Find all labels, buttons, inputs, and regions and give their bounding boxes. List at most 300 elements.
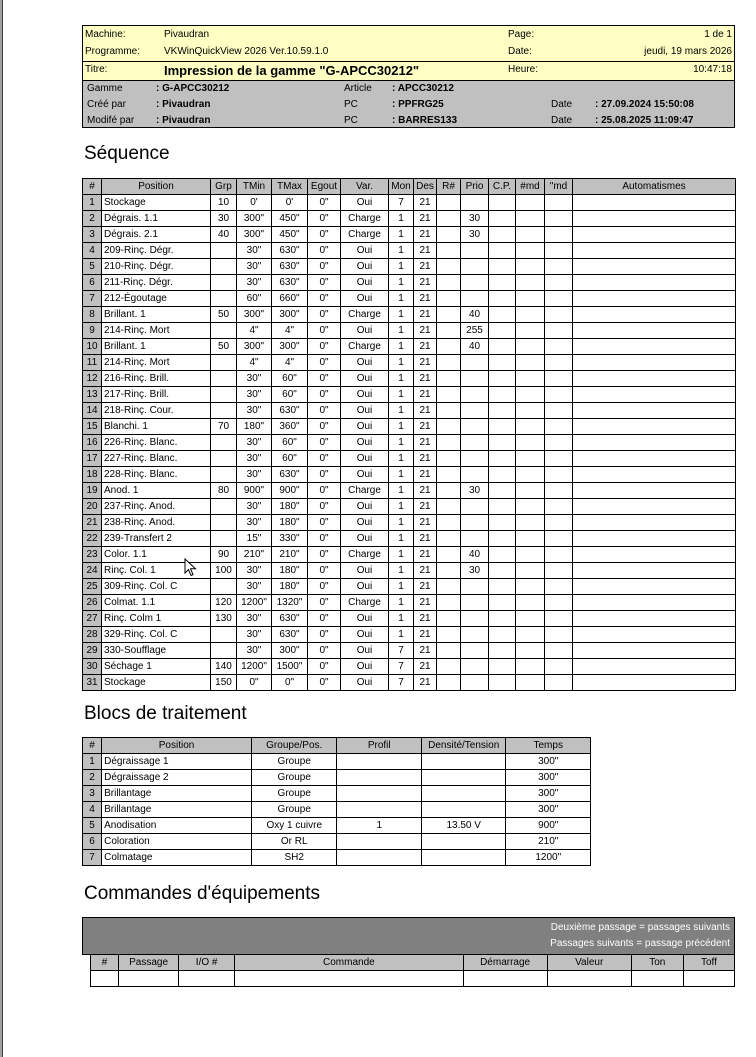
- table-cell: [337, 802, 421, 818]
- table-row: [83, 467, 736, 483]
- table-cell: [437, 227, 461, 243]
- table-cell: 30": [237, 259, 272, 275]
- table-cell: [461, 531, 489, 547]
- table-cell: [489, 499, 516, 515]
- table-cell: 0": [308, 259, 341, 275]
- table-cell: Oui: [341, 355, 389, 371]
- table-cell: [489, 419, 516, 435]
- sequence-heading: Séquence: [84, 143, 170, 164]
- table-cell: [573, 435, 736, 451]
- table-cell: Color. 1.1: [102, 547, 211, 563]
- table-cell: 21: [414, 643, 437, 659]
- table-cell: 21: [414, 387, 437, 403]
- table-row: [83, 227, 736, 243]
- table-cell: 0": [308, 483, 341, 499]
- table-cell: [437, 451, 461, 467]
- table-cell: [461, 355, 489, 371]
- table-cell: Oui: [341, 563, 389, 579]
- table-cell: 21: [414, 211, 437, 227]
- table-cell: 300": [237, 307, 272, 323]
- table-cell: Brillantage: [102, 786, 252, 802]
- table-cell: 237-Rinç. Anod.: [102, 499, 211, 515]
- pc2-label: PC: [344, 115, 358, 126]
- table-cell: [489, 483, 516, 499]
- table-cell: 21: [414, 627, 437, 643]
- table-cell: [461, 291, 489, 307]
- titre-label: Titre:: [85, 64, 108, 75]
- table-cell: [337, 834, 421, 850]
- table-cell: 21: [414, 371, 437, 387]
- table-cell: [489, 403, 516, 419]
- table-cell: [516, 675, 545, 691]
- sequence-col-tmax: TMax: [272, 179, 308, 195]
- table-cell: 1: [337, 818, 421, 834]
- table-cell: [437, 307, 461, 323]
- heure-label: Heure:: [508, 64, 539, 75]
- table-cell: [461, 659, 489, 675]
- table-cell: 50: [211, 339, 237, 355]
- table-cell: 30": [237, 515, 272, 531]
- table-cell: 1500": [272, 659, 308, 675]
- table-cell: [337, 850, 421, 866]
- table-cell: 0": [272, 675, 308, 691]
- table-cell: [573, 451, 736, 467]
- table-cell: [516, 307, 545, 323]
- blocs-col-profil: Profil: [337, 738, 421, 754]
- table-cell: [437, 627, 461, 643]
- table-cell: 60": [272, 451, 308, 467]
- sequence-col-md: #md: [516, 179, 545, 195]
- table-cell: 1320": [272, 595, 308, 611]
- table-cell: 630": [272, 259, 308, 275]
- modifie-value: : Pivaudran: [156, 115, 211, 126]
- table-cell: [421, 786, 505, 802]
- table-row: [83, 419, 736, 435]
- cree-value: : Pivaudran: [156, 99, 211, 110]
- table-cell: Charge: [341, 211, 389, 227]
- row-number: 6: [83, 834, 102, 850]
- table-cell: [211, 291, 237, 307]
- table-cell: [461, 515, 489, 531]
- table-cell: [545, 643, 573, 659]
- table-cell: [545, 563, 573, 579]
- modifie-label: Modifé par: [87, 115, 135, 126]
- sequence-col-egout: Egout: [308, 179, 341, 195]
- table-cell: [545, 515, 573, 531]
- table-row: [83, 403, 736, 419]
- commandes-col-ton: Ton: [631, 955, 683, 971]
- table-cell: 214-Rinç. Mort: [102, 355, 211, 371]
- table-row: [83, 355, 736, 371]
- table-cell: 1: [389, 403, 414, 419]
- table-cell: 329-Rinç. Col. C: [102, 627, 211, 643]
- table-cell: [573, 563, 736, 579]
- commandes-note-1: Deuxième passage = passages suivants: [550, 922, 730, 933]
- table-cell: 7: [389, 643, 414, 659]
- table-cell: [516, 483, 545, 499]
- table-cell: [461, 627, 489, 643]
- table-cell: 30: [211, 211, 237, 227]
- table-cell: [573, 227, 736, 243]
- table-cell: 21: [414, 419, 437, 435]
- row-number: 20: [83, 499, 102, 515]
- commandes-col-i-o: I/O #: [179, 955, 235, 971]
- table-cell: Anodisation: [102, 818, 252, 834]
- table-cell: 330-Soufflage: [102, 643, 211, 659]
- table-cell: 30": [237, 451, 272, 467]
- table-cell: [545, 627, 573, 643]
- table-cell: [516, 435, 545, 451]
- table-cell: [421, 850, 505, 866]
- table-cell: 1: [389, 595, 414, 611]
- commandes-heading: Commandes d'équipements: [84, 883, 320, 904]
- table-cell: Dégrais. 1.1: [102, 211, 211, 227]
- table-cell: [516, 243, 545, 259]
- table-cell: [545, 675, 573, 691]
- row-number: 22: [83, 531, 102, 547]
- table-cell: [545, 307, 573, 323]
- table-cell: Dégraissage 1: [102, 754, 252, 770]
- table-cell: [545, 387, 573, 403]
- commandes-col-passage: Passage: [119, 955, 179, 971]
- table-cell: 21: [414, 451, 437, 467]
- table-cell: Oui: [341, 435, 389, 451]
- table-cell: [461, 195, 489, 211]
- table-cell: 4": [237, 323, 272, 339]
- table-cell: Oui: [341, 659, 389, 675]
- table-cell: 1: [389, 307, 414, 323]
- table-cell: Groupe: [251, 754, 337, 770]
- table-cell: [516, 531, 545, 547]
- table-cell: 630": [272, 243, 308, 259]
- table-cell: 309-Rinç. Col. C: [102, 579, 211, 595]
- table-cell: [421, 834, 505, 850]
- table-cell: 140: [211, 659, 237, 675]
- table-cell: 21: [414, 563, 437, 579]
- table-cell: [545, 483, 573, 499]
- table-cell: 30: [461, 483, 489, 499]
- row-number: 6: [83, 275, 102, 291]
- table-cell: 300": [272, 339, 308, 355]
- table-cell: [573, 355, 736, 371]
- report-title: Impression de la gamme "G-APCC30212": [164, 63, 420, 78]
- table-cell: Oui: [341, 531, 389, 547]
- table-cell: [489, 435, 516, 451]
- table-cell: Colmatage: [102, 850, 252, 866]
- table-cell: 120: [211, 595, 237, 611]
- table-row: [83, 531, 736, 547]
- table-cell: [573, 371, 736, 387]
- table-cell: [516, 403, 545, 419]
- sequence-col-mon: Mon: [389, 179, 414, 195]
- table-cell: 0": [308, 515, 341, 531]
- table-cell: [437, 323, 461, 339]
- table-row: [83, 754, 591, 770]
- table-cell: [516, 451, 545, 467]
- table-cell: 0": [308, 211, 341, 227]
- table-cell: Oui: [341, 579, 389, 595]
- table-cell: [516, 659, 545, 675]
- table-cell: 30: [461, 227, 489, 243]
- blocs-col-groupe-pos: Groupe/Pos.: [251, 738, 337, 754]
- table-cell: [545, 211, 573, 227]
- table-cell: [461, 579, 489, 595]
- row-number: 14: [83, 403, 102, 419]
- table-cell: 360": [272, 419, 308, 435]
- table-cell: [516, 227, 545, 243]
- table-cell: 180": [272, 563, 308, 579]
- table-cell: [489, 307, 516, 323]
- table-cell: 30": [237, 627, 272, 643]
- table-cell: [489, 627, 516, 643]
- table-cell: 30": [237, 563, 272, 579]
- table-cell: [437, 419, 461, 435]
- table-cell: 630": [272, 403, 308, 419]
- table-cell: [573, 579, 736, 595]
- table-cell: 30": [237, 275, 272, 291]
- table-cell: 209-Rinç. Dégr.: [102, 243, 211, 259]
- table-cell: 30": [237, 499, 272, 515]
- table-cell: [211, 355, 237, 371]
- table-cell: [461, 675, 489, 691]
- table-cell: 4": [237, 355, 272, 371]
- table-cell: 1: [389, 515, 414, 531]
- table-cell: [421, 802, 505, 818]
- table-cell: [516, 259, 545, 275]
- table-cell: [437, 643, 461, 659]
- table-cell: [545, 323, 573, 339]
- table-cell: 300": [506, 770, 591, 786]
- table-cell: 212-Égoutage: [102, 291, 211, 307]
- table-cell: 21: [414, 227, 437, 243]
- table-cell: [211, 387, 237, 403]
- table-cell: 30": [237, 643, 272, 659]
- table-cell: 40: [461, 339, 489, 355]
- table-cell: [573, 259, 736, 275]
- row-number: 4: [83, 802, 102, 818]
- table-cell: [516, 211, 545, 227]
- table-cell: 0": [308, 355, 341, 371]
- table-row: [83, 659, 736, 675]
- table-cell: [437, 483, 461, 499]
- table-cell: [437, 371, 461, 387]
- row-number: 21: [83, 515, 102, 531]
- table-cell: Oui: [341, 195, 389, 211]
- table-cell: [461, 595, 489, 611]
- table-cell: [437, 195, 461, 211]
- table-cell: [573, 547, 736, 563]
- table-cell: [437, 259, 461, 275]
- table-cell: 180": [237, 419, 272, 435]
- table-cell: [489, 451, 516, 467]
- table-cell: [489, 291, 516, 307]
- table-cell: [211, 499, 237, 515]
- pc1-value: : PPFRG25: [392, 99, 444, 110]
- table-cell: 21: [414, 515, 437, 531]
- table-cell: [489, 243, 516, 259]
- table-cell: 0": [308, 323, 341, 339]
- table-cell: [489, 371, 516, 387]
- table-cell: Oui: [341, 419, 389, 435]
- table-cell: [211, 371, 237, 387]
- table-cell: Oui: [341, 259, 389, 275]
- sequence-col-position: Position: [102, 179, 211, 195]
- table-cell: [545, 611, 573, 627]
- table-cell: Anod. 1: [102, 483, 211, 499]
- table-cell: [489, 659, 516, 675]
- table-cell: [545, 595, 573, 611]
- table-cell: [516, 419, 545, 435]
- programme-label: Programme:: [85, 46, 141, 57]
- table-cell: [211, 643, 237, 659]
- table-cell: 7: [389, 659, 414, 675]
- row-number: 17: [83, 451, 102, 467]
- table-cell: SH2: [251, 850, 337, 866]
- table-cell: 30": [237, 387, 272, 403]
- table-cell: 21: [414, 339, 437, 355]
- table-cell: 0": [308, 403, 341, 419]
- programme-value: VKWinQuickView 2026 Ver.10.59.1.0: [164, 46, 329, 57]
- table-cell: 0": [308, 579, 341, 595]
- sequence-header-row: [83, 179, 736, 195]
- row-number: 23: [83, 547, 102, 563]
- table-cell: Oxy 1 cuivre: [251, 818, 337, 834]
- table-cell: 300": [272, 307, 308, 323]
- table-cell: [545, 227, 573, 243]
- table-cell: 0": [308, 547, 341, 563]
- page-label: Page:: [508, 29, 535, 40]
- table-cell: 7: [389, 675, 414, 691]
- table-cell: 1: [389, 435, 414, 451]
- row-number: 28: [83, 627, 102, 643]
- table-cell: Groupe: [251, 786, 337, 802]
- table-cell: [489, 563, 516, 579]
- table-cell: Séchage 1: [102, 659, 211, 675]
- table-cell: 300": [237, 227, 272, 243]
- table-cell: [516, 467, 545, 483]
- table-row: [83, 195, 736, 211]
- date1-label: Date: [551, 99, 573, 110]
- table-cell: [545, 259, 573, 275]
- table-cell: 0": [308, 531, 341, 547]
- table-cell: [211, 259, 237, 275]
- table-cell: 217-Rinç. Brill.: [102, 387, 211, 403]
- machine-label: Machine:: [85, 29, 126, 40]
- table-cell: [489, 227, 516, 243]
- table-cell: [461, 467, 489, 483]
- table-cell: [573, 307, 736, 323]
- table-cell: 1: [389, 291, 414, 307]
- table-cell: [437, 387, 461, 403]
- table-cell: 80: [211, 483, 237, 499]
- row-number: 26: [83, 595, 102, 611]
- table-cell: Coloration: [102, 834, 252, 850]
- table-row: [83, 243, 736, 259]
- blocs-heading: Blocs de traitement: [84, 703, 247, 724]
- table-cell: 300": [237, 339, 272, 355]
- table-cell: [461, 499, 489, 515]
- table-cell: [573, 659, 736, 675]
- table-cell: 660": [272, 291, 308, 307]
- table-cell: 228-Rinç. Blanc.: [102, 467, 211, 483]
- table-cell: [437, 579, 461, 595]
- blocs-col-position: Position: [102, 738, 252, 754]
- row-number: 29: [83, 643, 102, 659]
- table-cell: 1200": [506, 850, 591, 866]
- table-row: [83, 802, 591, 818]
- table-cell: 21: [414, 483, 437, 499]
- table-cell: [573, 595, 736, 611]
- row-number: 24: [83, 563, 102, 579]
- table-cell: [545, 531, 573, 547]
- table-cell: 0": [308, 659, 341, 675]
- table-cell: [573, 643, 736, 659]
- table-cell: [573, 531, 736, 547]
- table-cell: [211, 579, 237, 595]
- table-cell: 0': [272, 195, 308, 211]
- mouse-cursor-icon: [184, 558, 198, 578]
- table-row: [83, 323, 736, 339]
- table-cell: 1: [389, 419, 414, 435]
- table-cell: 1200": [237, 659, 272, 675]
- table-cell: 60": [237, 291, 272, 307]
- table-cell: [421, 754, 505, 770]
- table-cell: 1: [389, 547, 414, 563]
- table-cell: 1: [389, 611, 414, 627]
- table-row: [83, 818, 591, 834]
- table-cell: [545, 355, 573, 371]
- sequence-col-automatismes: Automatismes: [573, 179, 736, 195]
- table-cell: 0": [308, 339, 341, 355]
- table-cell: [516, 579, 545, 595]
- table-cell: Oui: [341, 643, 389, 659]
- table-cell: 21: [414, 307, 437, 323]
- table-cell: 300": [506, 786, 591, 802]
- table-cell: Dégrais. 2.1: [102, 227, 211, 243]
- table-cell: Brillant. 1: [102, 307, 211, 323]
- table-cell: [489, 387, 516, 403]
- table-cell: 300": [237, 211, 272, 227]
- table-cell: 180": [272, 499, 308, 515]
- sequence-col-var: Var.: [341, 179, 389, 195]
- table-cell: 21: [414, 323, 437, 339]
- table-cell: [437, 435, 461, 451]
- row-number: 18: [83, 467, 102, 483]
- row-number: 4: [83, 243, 102, 259]
- table-row: [83, 834, 591, 850]
- table-cell: [516, 387, 545, 403]
- sequence-col-prio: Prio: [461, 179, 489, 195]
- sequence-col-tmin: TMin: [237, 179, 272, 195]
- table-cell: 10: [211, 195, 237, 211]
- table-cell: [489, 595, 516, 611]
- table-cell: Oui: [341, 403, 389, 419]
- table-cell: [573, 243, 736, 259]
- table-row: [83, 451, 736, 467]
- table-cell: 21: [414, 675, 437, 691]
- row-number: 7: [83, 291, 102, 307]
- row-number: 7: [83, 850, 102, 866]
- table-cell: 21: [414, 659, 437, 675]
- table-cell: [461, 275, 489, 291]
- table-cell: 90: [211, 547, 237, 563]
- table-cell: [211, 451, 237, 467]
- commandes-col-c0: #: [91, 955, 119, 971]
- table-cell: 0": [308, 419, 341, 435]
- table-cell: [516, 611, 545, 627]
- table-cell: 21: [414, 259, 437, 275]
- table-cell: [489, 611, 516, 627]
